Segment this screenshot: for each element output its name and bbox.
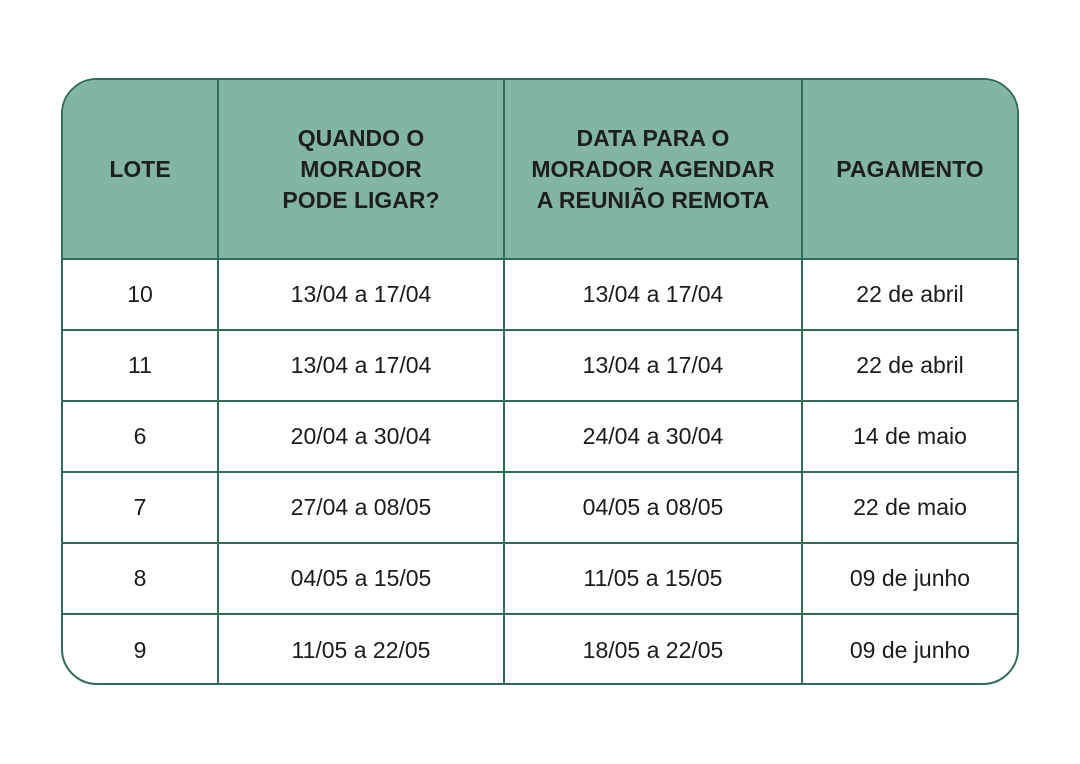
header-pagamento [802, 80, 1017, 259]
cell-data-agendar: 18/05 a 22/05 [504, 614, 802, 685]
header-line: PAGAMENTO [836, 155, 984, 182]
header-line: MORADOR [300, 155, 422, 182]
table-row [63, 330, 1017, 401]
schedule-table [63, 80, 1017, 685]
cell-lote: 9 [63, 614, 218, 685]
cell-lote: 8 [63, 543, 218, 614]
cell-quando-ligar: 11/05 a 22/05 [218, 614, 504, 685]
cell-data-agendar: 04/05 a 08/05 [504, 472, 802, 543]
cell-quando-ligar: 27/04 a 08/05 [218, 472, 504, 543]
table-row [63, 614, 1017, 685]
header-quando-ligar [218, 80, 504, 259]
cell-lote: 10 [63, 259, 218, 330]
cell-lote: 6 [63, 401, 218, 472]
cell-pagamento: 22 de abril [802, 259, 1017, 330]
cell-pagamento: 09 de junho [849, 636, 971, 663]
cell-pagamento: 22 de maio [802, 472, 1017, 543]
table-row [63, 472, 1017, 543]
header-line: PODE LIGAR? [282, 186, 440, 213]
cell-pagamento: 22 de abril [802, 330, 1017, 401]
cell-pagamento: 14 de maio [802, 401, 1017, 472]
cell-data-agendar: 11/05 a 15/05 [504, 543, 802, 614]
table-row [63, 259, 1017, 330]
header-line: A REUNIÃO REMOTA [536, 186, 770, 213]
cell-data-agendar: 24/04 a 30/04 [504, 401, 802, 472]
table-header-row [63, 80, 1017, 259]
table-row [63, 543, 1017, 614]
cell-data-agendar: 13/04 a 17/04 [504, 259, 802, 330]
schedule-table-container [61, 78, 1019, 685]
cell-quando-ligar: 13/04 a 17/04 [218, 330, 504, 401]
cell-data-agendar: 13/04 a 17/04 [504, 330, 802, 401]
cell-quando-ligar: 20/04 a 30/04 [218, 401, 504, 472]
header-line: QUANDO O [297, 124, 425, 151]
table-row [63, 401, 1017, 472]
cell-quando-ligar: 13/04 a 17/04 [218, 259, 504, 330]
cell-lote: 11 [63, 330, 218, 401]
header-line: LOTE [109, 155, 171, 182]
cell-pagamento: 09 de junho [802, 543, 1017, 614]
cell-quando-ligar: 04/05 a 15/05 [218, 543, 504, 614]
header-line: MORADOR AGENDAR [531, 155, 775, 182]
cell-lote: 7 [63, 472, 218, 543]
header-lote [63, 80, 218, 259]
header-line: DATA PARA O [576, 124, 730, 151]
header-data-agendar [504, 80, 802, 259]
